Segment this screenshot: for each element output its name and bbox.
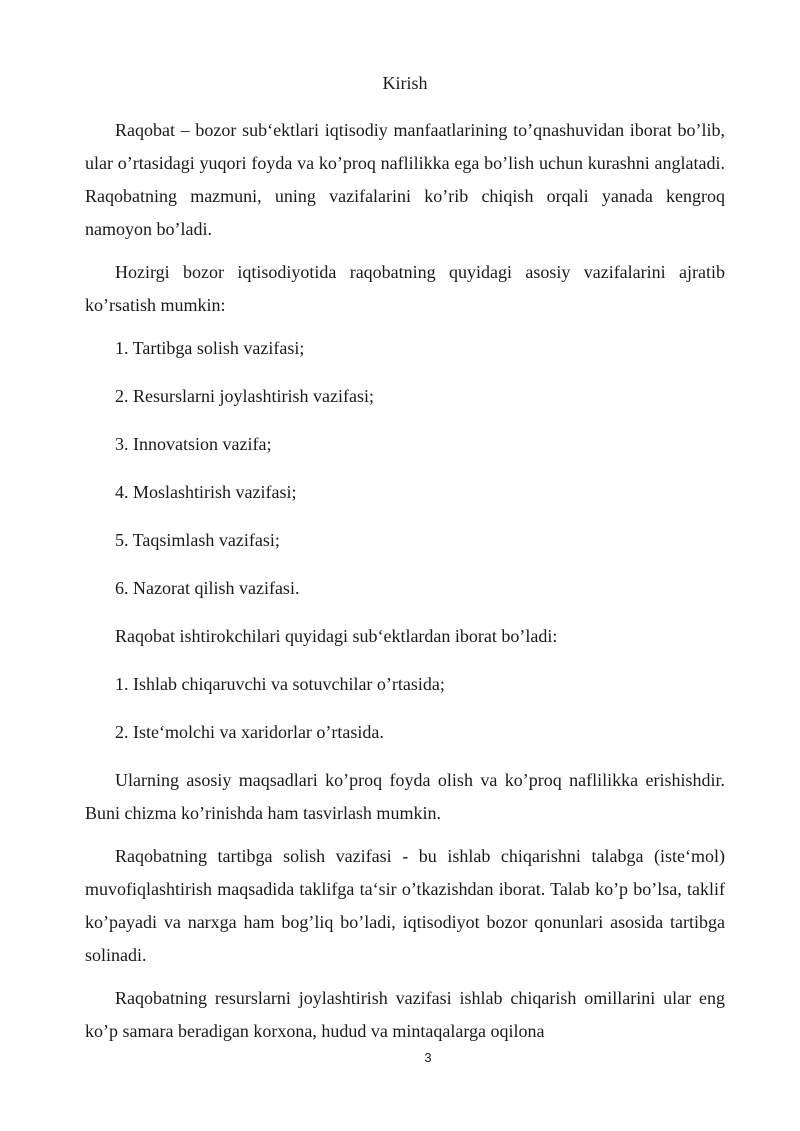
list-item-function-6: 6. Nazorat qilish vazifasi. — [115, 578, 300, 598]
paragraph-definition: Raqobat – bozor sub‘ektlari iqtisodiy manfaatlarining to’qnashuvidan iborat bo’lib, ular o’rtasidagi yuqori foyda va ko’proq naflilikka ega bo’lish uchun kurashni anglatadi. Raqobatning mazmuni, uning vazifalarini ko’rib chiqish orqali yanada kengroq namoyon bo’ladi. — [85, 120, 725, 239]
list-item-function-5: 5. Taqsimlash vazifasi; — [115, 530, 280, 550]
list-item-participant-1: 1. Ishlab chiqaruvchi va sotuvchilar o’rtasida; — [115, 674, 445, 694]
list-item-function-1: 1. Tartibga solish vazifasi; — [115, 338, 305, 358]
page-content — [85, 68, 725, 1058]
paragraph-regulation-function: Raqobatning tartibga solish vazifasi - bu ishlab chiqarishni talabga (iste‘mol) muvofiqlashtirish maqsadida taklifga ta‘sir o’tkazishdan iborat. Talab ko’p bo’lsa, taklif ko’payadi va narxga ham bog’liq bo’ladi, iqtisodiyot bozor qonunlari asosida tartibga solinadi. — [85, 846, 725, 965]
paragraph-allocation-function: Raqobatning resurslarni joylashtirish vazifasi ishlab chiqarish omillarini ular eng ko’p samara beradigan korxona, hudud va mintaqalarga oqilona — [85, 988, 725, 1041]
list-item-function-3: 3. Innovatsion vazifa; — [115, 434, 272, 454]
paragraph-goals: Ularning asosiy maqsadlari ko’proq foyda olish va ko’proq naflilikka erishishdir. Buni chizma ko’rinishda ham tasvirlash mumkin. — [85, 770, 725, 823]
page-number: 3 — [424, 1050, 432, 1065]
paragraph-functions-intro: Hozirgi bozor iqtisodiyotida raqobatning quyidagi asosiy vazifalarini ajratib ko’rsatish mumkin: — [85, 262, 725, 315]
paragraph-participants-intro: Raqobat ishtirokchilari quyidagi sub‘ektlardan iborat bo’ladi: — [115, 626, 558, 646]
list-item-participant-2: 2. Iste‘molchi va xaridorlar o’rtasida. — [115, 722, 384, 742]
section-title: Kirish — [382, 73, 428, 93]
list-item-function-2: 2. Resurslarni joylashtirish vazifasi; — [115, 386, 374, 406]
list-item-function-4: 4. Moslashtirish vazifasi; — [115, 482, 297, 502]
